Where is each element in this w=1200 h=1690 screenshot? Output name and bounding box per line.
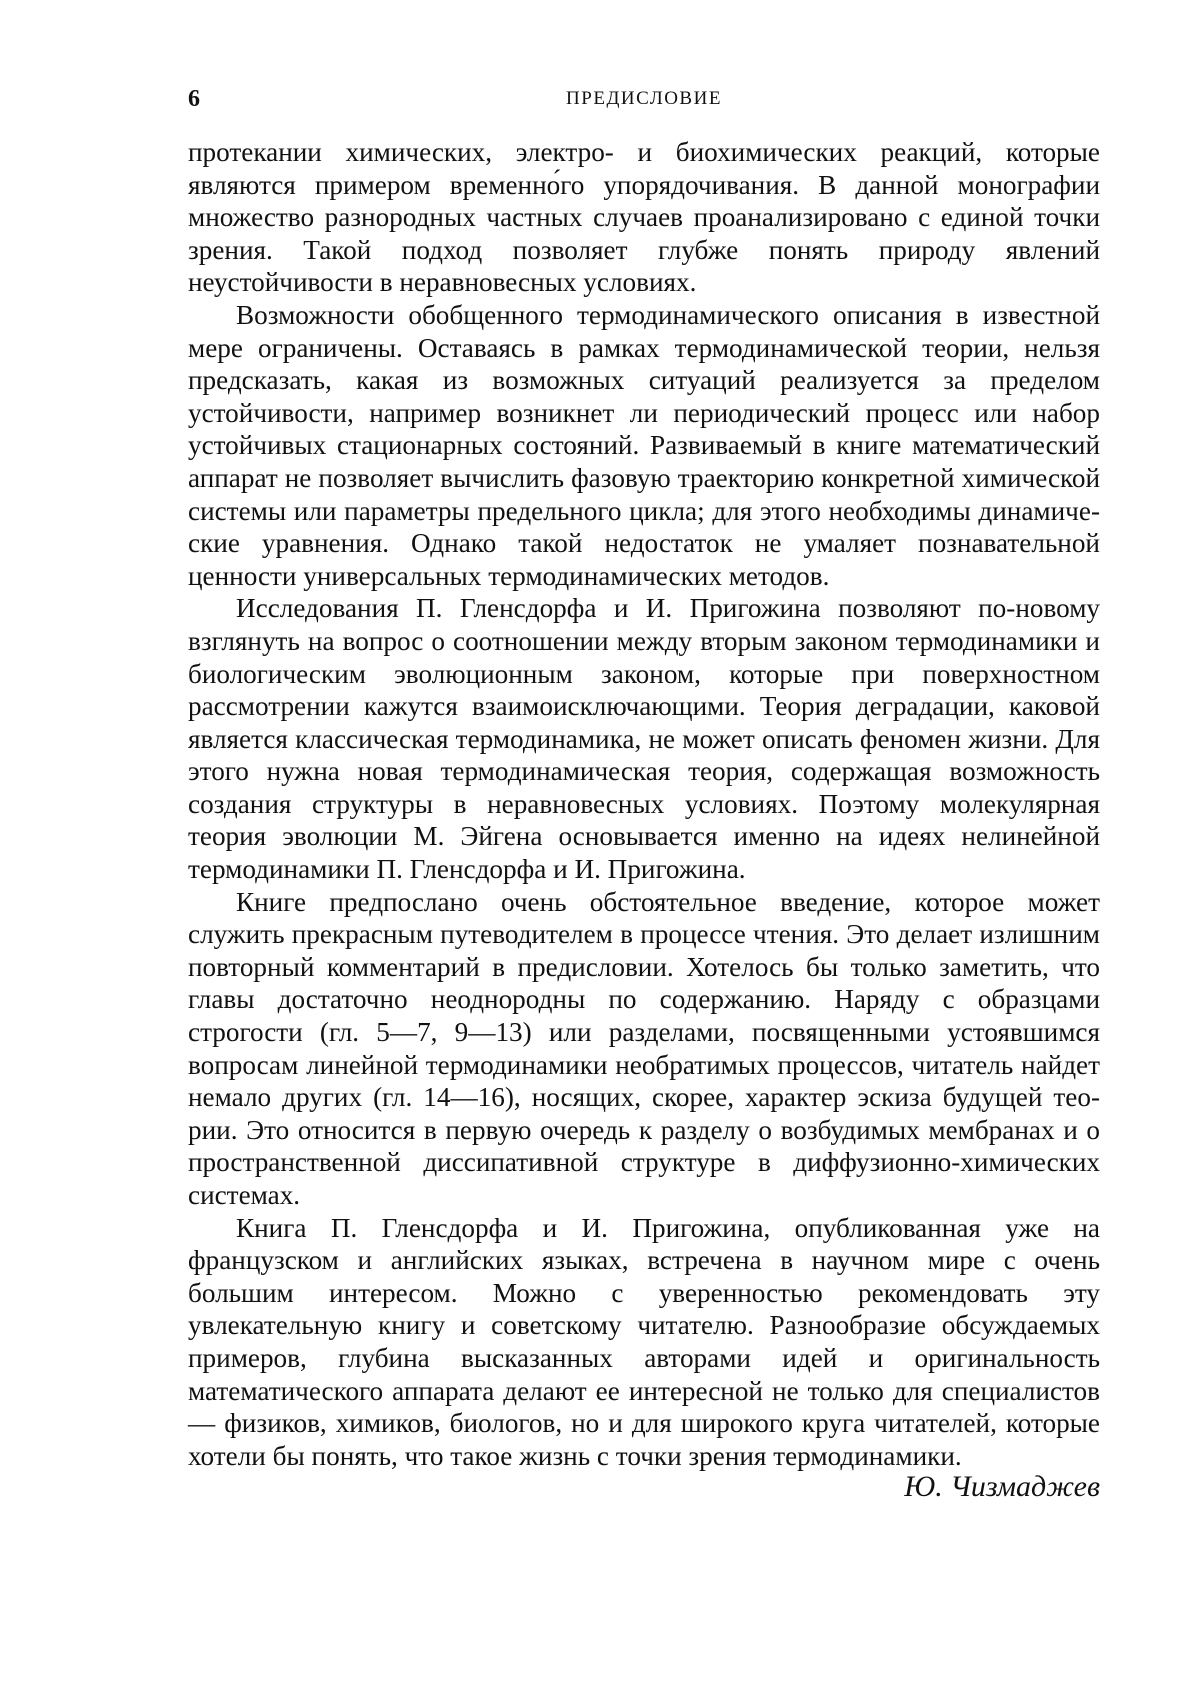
paragraph: Возможности обобщенного термодинамического описания в известной мере ограничены. Оставаясь в рамках термодинамической теории, нельзя предсказать, какая из возможных ситуаций реализуется за пределом устойчивости, например возникнет ли периодический процесс или набор устойчивых стационарных состояний. Развиваемый в книге математический аппарат не позволяет вычислить фазовую траекторию конкретной химической системы или параметры предельного цикла; для этого необходимы динамические уравнения. Однако такой недостаток не умаляет познавательной ценности универсальных термодинамических методов. [188,299,1100,591]
paragraph-continuation: протекании химических, электро- и биохимических реакций, которые являются примером временно́го упорядочивания. В данной монографии множество разнородных частных случаев проанализировано с единой точки зрения. Такой подход позволяет глубже понять природу явлений неустойчивости в неравновесных условиях. [188,137,1100,298]
running-title: ПРЕДИСЛОВИЕ [566,88,722,109]
body-text [188,136,1100,1472]
paragraph: Исследования П. Гленсдорфа и И. Пригожина позволяют по-новому взглянуть на вопрос о соотношении между вторым законом термодинамики и биологическим эволюционным законом, которые при поверхностном рассмотрении кажутся взаимоисключающими. Теория деградации, каковой является классическая термодинамика, не может описать феномен жизни. Для этого нужна новая термодинамическая теория, содержащая возможность создания структуры в неравновесных условиях. Поэтому молекулярная теория эволюции М. Эйгена основывается именно на идеях нелинейной термодинамики П. Гленсдорфа и И. Пригожина. [188,593,1100,885]
page-number: 6 [188,86,200,112]
paragraph: Книге предпослано очень обстоятельное введение, которое может служить прекрасным путеводителем в процессе чтения. Это делает излишним повторный комментарий в предисловии. Хотелось бы только заметить, что главы достаточно неоднородны по содержанию. Наряду с образцами строгости (гл. 5—7, 9—13) или разделами, посвященными устоявшимся вопросам линейной термодинамики необратимых процессов, читатель найдет немало других (гл. 14—16), носящих, скорее, характер эскиза будущей теории. Это относится в первую очередь к разделу о возбудимых мембранах и о пространственной диссипативной структуре в диффузионно-химических системах. [188,886,1100,1210]
author-signature: Ю. Чизмаджев [904,1470,1100,1503]
page-header [188,86,1100,116]
paragraph: Книга П. Гленсдорфа и И. Пригожина, опубликованная уже на французском и английских языках, встречена в научном мире с очень большим интересом. Можно с уверенностью рекомендовать эту увлекательную книгу и советскому читателю. Разнообразие обсуждаемых примеров, глубина высказанных авторами идей и оригинальность математического аппарата делают ее интересной не только для специалистов — физиков, химиков, биологов, но и для широкого круга читателей, которые хотели бы понять, что такое жизнь с точки зрения термодинамики. [188,1212,1100,1471]
